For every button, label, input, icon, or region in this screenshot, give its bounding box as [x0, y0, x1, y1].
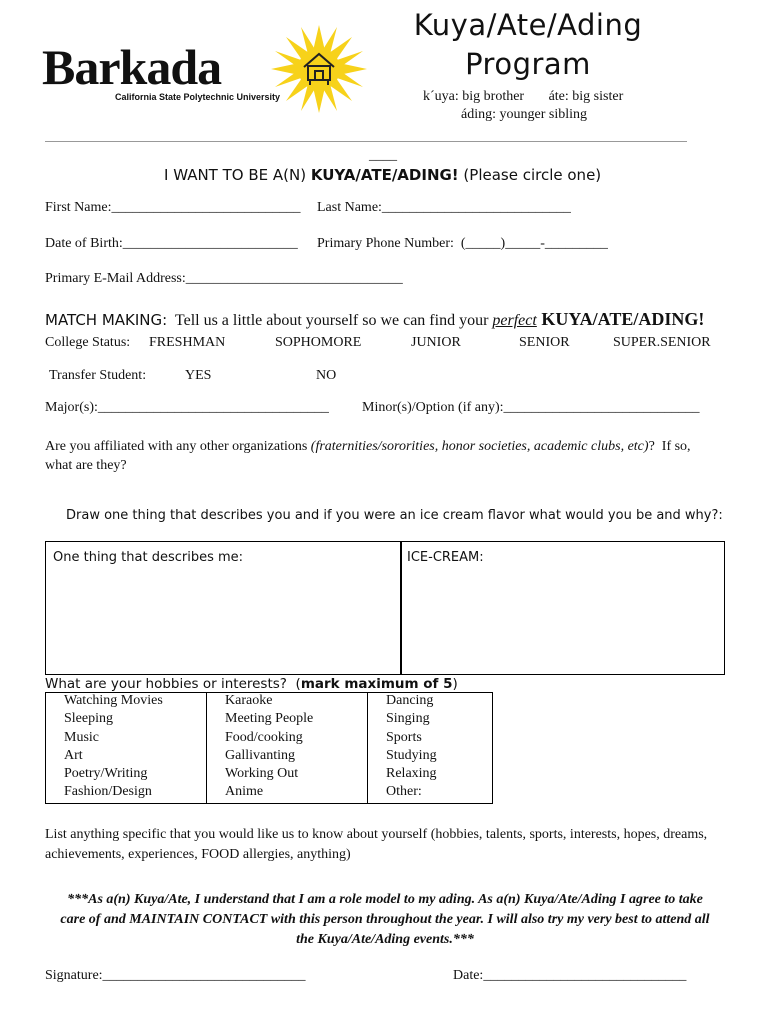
affiliation-question — [45, 439, 691, 455]
college-option-senior[interactable]: SENIOR — [519, 335, 570, 350]
affiliation-text-end: ? If so, — [648, 439, 691, 454]
signature-field[interactable]: Signature:_____________________________ — [45, 968, 306, 983]
affiliation-text: Are you affiliated with any other organizations — [45, 439, 311, 454]
table-row — [46, 730, 493, 748]
agreement-line2: care of and MAINTAIN CONTACT with this person throughout the year. I will also try my very best to attend all — [60, 912, 710, 927]
college-status-label: College Status: — [45, 335, 131, 350]
major-field[interactable]: Major(s):_________________________________ — [45, 400, 329, 415]
hobby-option[interactable]: Meeting People — [207, 711, 368, 729]
page-title-line1: Kuya/Ate/Ading — [413, 8, 643, 42]
role-blank: ____ — [369, 148, 397, 163]
hobby-option[interactable]: Watching Movies — [46, 693, 207, 712]
college-option-super-senior[interactable]: SUPER.SENIOR — [613, 335, 711, 350]
list-prompt-line1: List anything specific that you would like us to know about yourself (hobbies, talents, sports, interests, hopes, dreams, — [45, 827, 708, 842]
table-row — [46, 748, 493, 766]
role-options: KUYA/ATE/ADING! — [310, 166, 459, 184]
agreement-line1: ***As a(n) Kuya/Ate, I understand that I am a role model to my ading. As a(n) Kuya/Ate/Ading I agree to take — [67, 892, 703, 907]
match-making-role: KUYA/ATE/ADING! — [536, 309, 705, 329]
definition-line2: áding: younger sibling — [461, 107, 587, 122]
hobby-option[interactable]: Anime — [207, 784, 368, 803]
hobby-option[interactable]: Dancing — [368, 693, 493, 712]
hobby-option[interactable]: Other: — [368, 784, 493, 803]
hobby-option[interactable]: Relaxing — [368, 766, 493, 784]
hobby-option[interactable]: Studying — [368, 748, 493, 766]
logo-subtitle: California State Polytechnic University — [115, 92, 281, 102]
table-row — [46, 766, 493, 784]
page-title-line2: Program — [465, 47, 591, 81]
role-selection-line[interactable] — [164, 166, 601, 184]
first-name-field[interactable]: First Name:___________________________ — [45, 200, 301, 215]
header-divider — [45, 141, 687, 142]
transfer-option-no[interactable]: NO — [316, 368, 337, 383]
hobby-option[interactable]: Food/cooking — [207, 730, 368, 748]
hobby-option[interactable]: Art — [46, 748, 207, 766]
drawing-label-ice-cream: ICE-CREAM: — [407, 550, 484, 565]
match-making-perfect: perfect — [492, 312, 537, 329]
hobbies-question: What are your hobbies or interests? ( — [45, 676, 301, 692]
affiliation-question-line2: what are they? — [45, 458, 127, 473]
college-option-junior[interactable]: JUNIOR — [411, 335, 461, 350]
hobbies-close: ) — [452, 676, 458, 692]
minor-field[interactable]: Minor(s)/Option (if any):____________________________ — [362, 400, 700, 415]
hobby-option[interactable]: Poetry/Writing — [46, 766, 207, 784]
hobby-option[interactable]: Working Out — [207, 766, 368, 784]
affiliation-examples: (fraternities/sororities, honor societies, academic clubs, etc) — [310, 439, 649, 454]
hobby-option[interactable]: Gallivanting — [207, 748, 368, 766]
hobbies-heading — [45, 676, 458, 692]
drawing-label-describe: One thing that describes me: — [53, 550, 244, 565]
hobby-option[interactable]: Music — [46, 730, 207, 748]
definition-line1: k´uya: big brother áte: big sister — [423, 89, 624, 104]
role-instruction: (Please circle one) — [458, 166, 602, 184]
college-option-freshman[interactable]: FRESHMAN — [149, 335, 226, 350]
last-name-field[interactable]: Last Name:___________________________ — [317, 200, 571, 215]
match-making-heading — [45, 309, 704, 330]
match-making-label: MATCH MAKING: — [45, 311, 168, 329]
agreement-line3: the Kuya/Ate/Ading events.*** — [296, 932, 474, 947]
email-field[interactable]: Primary E-Mail Address:_______________________________ — [45, 271, 403, 286]
transfer-option-yes[interactable]: YES — [185, 368, 212, 383]
hobby-option[interactable]: Fashion/Design — [46, 784, 207, 803]
table-row — [46, 693, 493, 712]
role-prefix: I WANT TO BE A(N) — [164, 166, 311, 184]
date-field[interactable]: Date:_____________________________ — [453, 968, 687, 983]
hobby-option[interactable]: Sleeping — [46, 711, 207, 729]
phone-field[interactable]: Primary Phone Number: (_____)_____-_________ — [317, 236, 608, 251]
transfer-student-label: Transfer Student: — [49, 368, 147, 383]
list-prompt-line2: achievements, experiences, FOOD allergies, anything) — [45, 847, 351, 862]
hobby-option[interactable]: Singing — [368, 711, 493, 729]
dob-field[interactable]: Date of Birth:_________________________ — [45, 236, 298, 251]
logo-wordmark: Barkada — [42, 39, 222, 95]
match-making-text: Tell us a little about yourself so we can find your — [167, 312, 493, 329]
table-row — [46, 784, 493, 803]
table-row — [46, 711, 493, 729]
hobby-option[interactable]: Sports — [368, 730, 493, 748]
hobby-option[interactable]: Karaoke — [207, 693, 368, 712]
hobbies-limit: mark maximum of 5 — [300, 676, 453, 692]
draw-prompt: Draw one thing that describes you and if you were an ice cream flavor what would you be and why?: — [66, 508, 723, 523]
hobbies-table — [45, 692, 493, 804]
college-option-sophomore[interactable]: SOPHOMORE — [275, 335, 362, 350]
sun-house-logo-icon — [264, 24, 374, 114]
